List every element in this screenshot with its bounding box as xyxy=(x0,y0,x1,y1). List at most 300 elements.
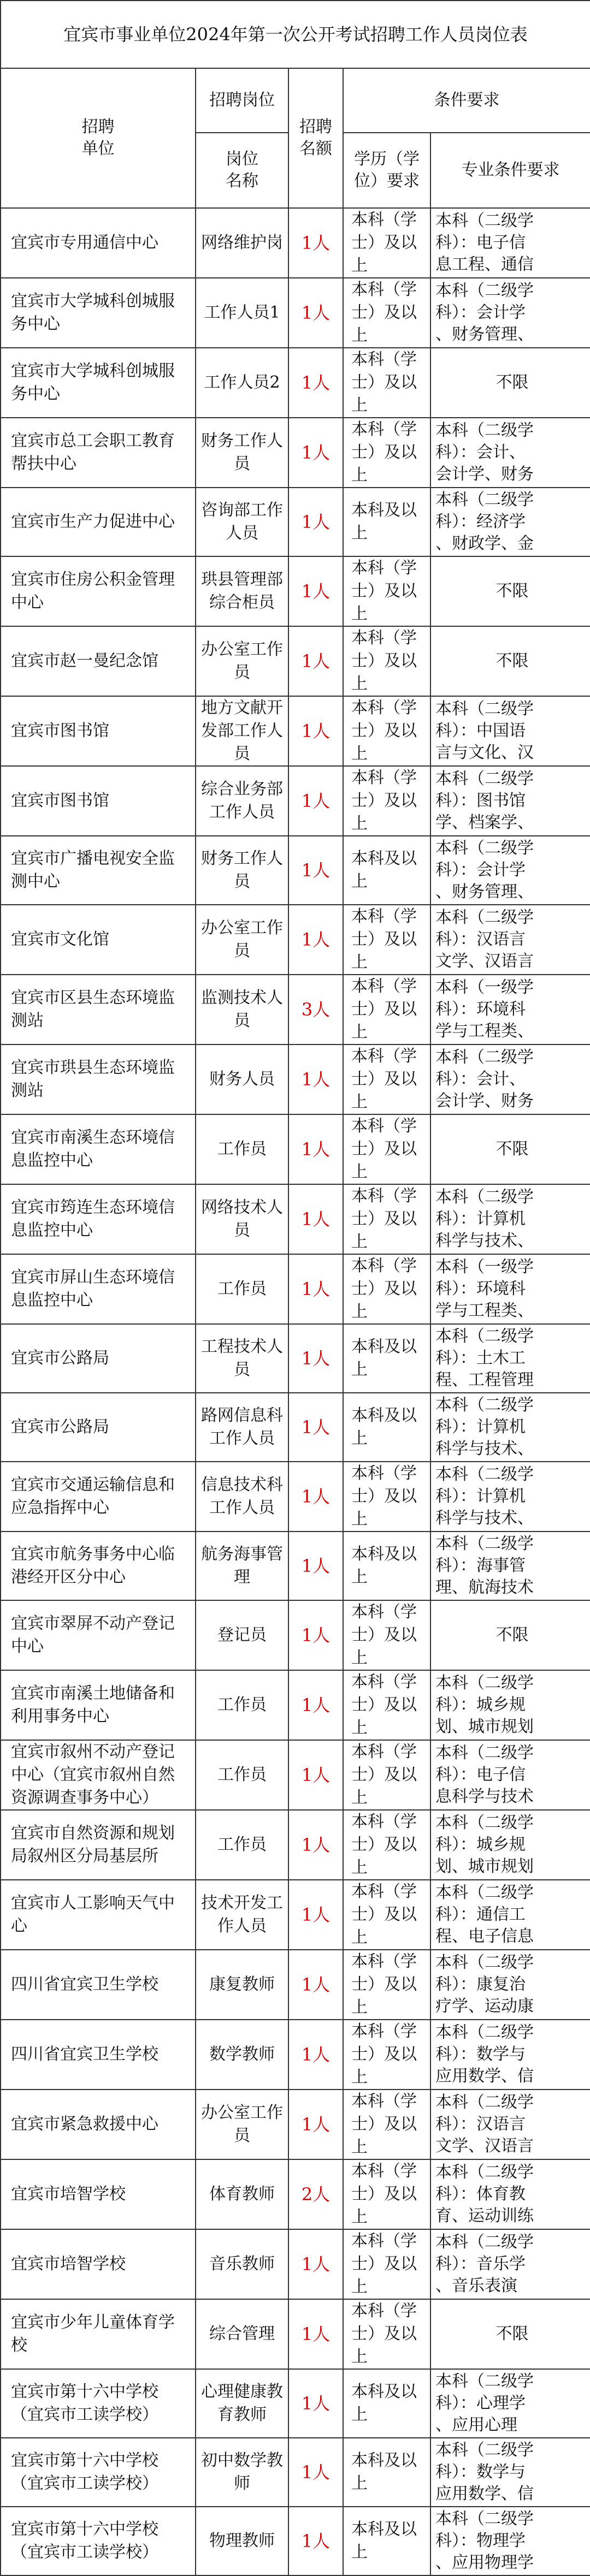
cell-unit-text: 宜宾市培智学校 xyxy=(11,2254,126,2274)
cell-quota xyxy=(288,208,343,278)
cell-quota xyxy=(288,975,343,1044)
cell-education xyxy=(343,1670,430,1740)
cell-position xyxy=(196,2090,288,2159)
table-row xyxy=(1,766,590,836)
cell-quota xyxy=(288,1254,343,1324)
cell-position-text: 技术开发工 作人员 xyxy=(201,1894,283,1936)
header-position-name xyxy=(196,133,288,208)
cell-position-text: 办公室工作 员 xyxy=(201,918,283,960)
cell-position xyxy=(196,696,288,766)
table-row xyxy=(1,2090,590,2159)
cell-unit xyxy=(1,1670,196,1740)
table-row xyxy=(1,2229,590,2299)
cell-position xyxy=(196,2020,288,2090)
cell-education-text: 本科及以上 xyxy=(351,2382,417,2424)
cell-major-text: 不限 xyxy=(495,581,529,601)
table-row xyxy=(1,2020,590,2090)
cell-education-text: 本科（学 士）及以上 xyxy=(351,2301,417,2366)
cell-education-text: 本科及以上 xyxy=(351,2451,417,2493)
cell-position-text: 工作员 xyxy=(217,1139,267,1159)
cell-position xyxy=(196,488,288,556)
cell-unit xyxy=(1,905,196,975)
cell-quota xyxy=(288,626,343,696)
cell-position xyxy=(196,278,288,348)
cell-education-text: 本科（学 士）及以上 xyxy=(351,1047,417,1112)
cell-major-text: 本科（二级学 科）：数学与 应用数学、信 xyxy=(435,2441,534,2503)
table-row xyxy=(1,2438,590,2507)
table-row xyxy=(1,2507,590,2575)
cell-education-text: 本科（学 士）及以上 xyxy=(351,2022,417,2087)
cell-education xyxy=(343,836,430,905)
cell-unit-text: 宜宾市大学城科创城服 务中心 xyxy=(11,292,175,334)
cell-unit xyxy=(1,836,196,905)
cell-quota xyxy=(288,2299,343,2369)
cell-position xyxy=(196,1880,288,1950)
cell-quota-text: 1人 xyxy=(301,1904,331,1925)
cell-education-text: 本科及以上 xyxy=(351,1337,417,1379)
cell-position-text: 登记员 xyxy=(217,1625,267,1645)
cell-unit-text: 宜宾市人工影响天气中 心 xyxy=(11,1894,175,1936)
cell-major-text: 本科（二级学 科）：汉语言 文学、汉语言 xyxy=(435,908,534,971)
cell-quota-text: 3人 xyxy=(301,999,331,1020)
cell-education xyxy=(343,488,430,556)
cell-quota xyxy=(288,2020,343,2090)
cell-education-text: 本科（学 士）及以上 xyxy=(351,1742,417,1807)
table-row xyxy=(1,1324,590,1393)
cell-unit xyxy=(1,2299,196,2369)
cell-position xyxy=(196,1950,288,2020)
cell-position-text: 工作员 xyxy=(217,1765,267,1784)
table-row xyxy=(1,1880,590,1950)
cell-education-text: 本科及以上 xyxy=(351,501,417,543)
cell-unit xyxy=(1,1810,196,1880)
cell-unit-text: 宜宾市第十六中学校 （宜宾市工读学校） xyxy=(11,2520,158,2562)
cell-unit xyxy=(1,2159,196,2229)
cell-unit-text: 宜宾市紧急救援中心 xyxy=(11,2115,158,2134)
cell-position-text: 体育教师 xyxy=(209,2185,275,2204)
cell-position-text: 工程技术人 员 xyxy=(201,1337,283,1379)
cell-quota-text: 1人 xyxy=(301,1348,331,1369)
cell-education xyxy=(343,208,430,278)
cell-major xyxy=(430,2507,590,2575)
cell-major xyxy=(430,2020,590,2090)
cell-unit-text: 宜宾市叙州不动产登记 中心（宜宾市叙州自然 资源调查事务中心） xyxy=(11,1742,175,1807)
cell-unit xyxy=(1,1462,196,1532)
table-row xyxy=(1,278,590,348)
cell-unit-text: 宜宾市筠连生态环境信 息监控中心 xyxy=(11,1198,175,1240)
cell-education-text: 本科（学 士）及以上 xyxy=(351,1882,417,1947)
table-row xyxy=(1,836,590,905)
cell-position-text: 网络技术人 员 xyxy=(201,1198,283,1240)
cell-position xyxy=(196,2438,288,2507)
cell-major xyxy=(430,2369,590,2438)
cell-position xyxy=(196,2507,288,2575)
cell-unit-text: 宜宾市文化馆 xyxy=(11,930,109,949)
cell-quota-text: 1人 xyxy=(301,2531,331,2551)
cell-education-text: 本科（学 士）及以上 xyxy=(351,1117,417,1182)
cell-education xyxy=(343,2369,430,2438)
header-education xyxy=(343,133,430,208)
cell-education-text: 本科（学 士）及以上 xyxy=(351,1256,417,1321)
cell-quota xyxy=(288,1880,343,1950)
cell-quota-text: 1人 xyxy=(301,1625,331,1646)
cell-unit-text: 宜宾市翠屏不动产登记 中心 xyxy=(11,1614,175,1656)
cell-position xyxy=(196,1740,288,1810)
cell-position-text: 咨询部工作 人员 xyxy=(201,501,283,543)
table-row xyxy=(1,1600,590,1670)
cell-quota xyxy=(288,1044,343,1114)
cell-education xyxy=(343,905,430,975)
cell-major-text: 本科（二级学 科）：会计、 会计学、财务 xyxy=(435,1048,534,1111)
cell-major xyxy=(430,766,590,836)
cell-quota xyxy=(288,2229,343,2299)
cell-position xyxy=(196,905,288,975)
cell-major-text: 本科（二级学 科）：计算机 科学与技术、 xyxy=(435,1188,534,1250)
cell-position-text: 信息技术科 工作人员 xyxy=(201,1475,283,1517)
cell-education xyxy=(343,418,430,488)
cell-position xyxy=(196,1600,288,1670)
cell-major xyxy=(430,418,590,488)
cell-quota xyxy=(288,418,343,488)
cell-education xyxy=(343,1393,430,1462)
cell-quota xyxy=(288,1393,343,1462)
cell-education xyxy=(343,2507,430,2575)
cell-education xyxy=(343,626,430,696)
cell-education-text: 本科（学 士）及以上 xyxy=(351,1464,417,1529)
cell-position xyxy=(196,2229,288,2299)
cell-unit-text: 宜宾市专用通信中心 xyxy=(11,233,158,252)
cell-education xyxy=(343,278,430,348)
cell-position-text: 工作员 xyxy=(217,1695,267,1714)
cell-unit xyxy=(1,1114,196,1184)
cell-unit-text: 宜宾市南溪生态环境信 息监控中心 xyxy=(11,1128,175,1170)
cell-position xyxy=(196,1324,288,1393)
cell-position xyxy=(196,208,288,278)
cell-education xyxy=(343,1254,430,1324)
cell-quota-text: 1人 xyxy=(301,1069,331,1090)
cell-education xyxy=(343,348,430,418)
cell-position-text: 初中数学教 师 xyxy=(201,2451,283,2493)
cell-position xyxy=(196,836,288,905)
cell-education-text: 本科（学 士）及以上 xyxy=(351,2231,417,2296)
cell-major xyxy=(430,1254,590,1324)
cell-quota-text: 1人 xyxy=(301,581,331,602)
cell-unit xyxy=(1,1184,196,1254)
cell-quota xyxy=(288,1810,343,1880)
cell-major-text: 不限 xyxy=(495,373,529,392)
cell-quota-text: 1人 xyxy=(301,1765,331,1785)
table-row xyxy=(1,1810,590,1880)
cell-education xyxy=(343,1600,430,1670)
cell-unit xyxy=(1,1254,196,1324)
table-row xyxy=(1,208,590,278)
table-row xyxy=(1,556,590,626)
table-row xyxy=(1,418,590,488)
cell-position-text: 工作人员2 xyxy=(204,373,280,392)
cell-education xyxy=(343,2090,430,2159)
cell-position-text: 工作人员1 xyxy=(204,303,280,322)
cell-education xyxy=(343,1324,430,1393)
cell-quota-text: 1人 xyxy=(301,721,331,741)
cell-unit xyxy=(1,1324,196,1393)
header-conditions: 条件要求 xyxy=(343,68,590,133)
cell-position xyxy=(196,1393,288,1462)
cell-position-text: 工作员 xyxy=(217,1279,267,1298)
cell-education xyxy=(343,1044,430,1114)
cell-major-text: 本科（二级学 科）：心理学 、应用心理 xyxy=(435,2372,534,2435)
cell-education xyxy=(343,1880,430,1950)
cell-position-text: 财务人员 xyxy=(209,1070,275,1089)
cell-unit xyxy=(1,1880,196,1950)
cell-major xyxy=(430,2299,590,2369)
cell-unit xyxy=(1,975,196,1044)
header-quota-label: 招聘 名额 xyxy=(299,117,332,158)
cell-education xyxy=(343,2438,430,2507)
cell-major-text: 本科（二级学 科）：会计、 会计学、财务 xyxy=(435,421,534,484)
header-quota xyxy=(288,68,343,208)
cell-quota-text: 1人 xyxy=(301,1417,331,1438)
cell-major-text: 本科（二级学 科）：体育教 育、运动训练 xyxy=(435,2163,534,2225)
cell-education-text: 本科（学 士）及以上 xyxy=(351,559,417,624)
cell-major xyxy=(430,975,590,1044)
cell-position xyxy=(196,1532,288,1600)
cell-major xyxy=(430,278,590,348)
cell-unit-text: 宜宾市住房公积金管理 中心 xyxy=(11,570,175,612)
table-row xyxy=(1,1670,590,1740)
cell-major-text: 本科（二级学 科）：康复治 疗学、运动康 xyxy=(435,1953,534,2016)
cell-major-text: 本科（一级学 科）：环境科 学与工程类、 xyxy=(435,978,534,1041)
cell-unit xyxy=(1,1532,196,1600)
cell-major xyxy=(430,1532,590,1600)
cell-unit-text: 宜宾市公路局 xyxy=(11,1349,109,1368)
cell-quota xyxy=(288,1950,343,2020)
cell-education-text: 本科（学 士）及以上 xyxy=(351,768,417,833)
cell-unit xyxy=(1,2229,196,2299)
cell-major-text: 本科（一级学 科）：环境科 学与工程类、 xyxy=(435,1257,534,1320)
cell-major xyxy=(430,2159,590,2229)
cell-major xyxy=(430,905,590,975)
cell-quota-text: 1人 xyxy=(301,2393,331,2414)
cell-unit xyxy=(1,766,196,836)
cell-major-text: 本科（二级学 科）：通信工 程、电子信息 xyxy=(435,1883,534,1946)
cell-quota-text: 1人 xyxy=(301,302,331,323)
cell-major-text: 不限 xyxy=(495,1625,529,1645)
cell-unit-text: 宜宾市广播电视安全监 测中心 xyxy=(11,849,175,891)
cell-quota-text: 1人 xyxy=(301,1139,331,1160)
cell-quota-text: 1人 xyxy=(301,651,331,672)
cell-major-text: 本科（二级学 科）：数学与 应用数学、信 xyxy=(435,2023,534,2086)
cell-unit xyxy=(1,2369,196,2438)
cell-major-text: 本科（二级学 科）：经济学 、财政学、金 xyxy=(435,490,534,553)
cell-quota xyxy=(288,766,343,836)
cell-major xyxy=(430,1462,590,1532)
cell-quota xyxy=(288,348,343,418)
cell-position-text: 路网信息科 工作人员 xyxy=(201,1406,283,1448)
header-position-group: 招聘岗位 xyxy=(196,68,288,133)
cell-major-text: 本科（二级学 科）：电子信 息科学与技术 xyxy=(435,1743,534,1806)
cell-unit-text: 宜宾市自然资源和规划 局叙州区分局基层所 xyxy=(11,1824,175,1866)
cell-quota xyxy=(288,1184,343,1254)
cell-position-text: 音乐教师 xyxy=(209,2254,275,2274)
cell-major-text: 本科（二级学 科）：计算机 科学与技术、 xyxy=(435,1465,534,1528)
cell-education-text: 本科（学 士）及以上 xyxy=(351,1812,417,1877)
cell-position xyxy=(196,1810,288,1880)
table-row xyxy=(1,696,590,766)
cell-quota xyxy=(288,1740,343,1810)
cell-education-text: 本科（学 士）及以上 xyxy=(351,1672,417,1737)
cell-position-text: 办公室工作 员 xyxy=(201,2103,283,2145)
cell-quota xyxy=(288,1600,343,1670)
cell-position-text: 珙县管理部 综合柜员 xyxy=(201,570,283,612)
cell-quota xyxy=(288,905,343,975)
header-unit-label: 招聘 单位 xyxy=(81,117,115,158)
cell-unit xyxy=(1,1600,196,1670)
cell-position xyxy=(196,2369,288,2438)
cell-quota-text: 1人 xyxy=(301,233,331,253)
cell-quota xyxy=(288,2159,343,2229)
cell-position xyxy=(196,975,288,1044)
cell-education xyxy=(343,2299,430,2369)
cell-position xyxy=(196,1044,288,1114)
cell-education xyxy=(343,2159,430,2229)
cell-unit xyxy=(1,1740,196,1810)
cell-major-text: 本科（二级学 科）：土木工 程、工程管理 xyxy=(435,1327,534,1390)
cell-education xyxy=(343,975,430,1044)
cell-unit xyxy=(1,1950,196,2020)
cell-unit-text: 宜宾市公路局 xyxy=(11,1417,109,1437)
table-row xyxy=(1,1462,590,1532)
cell-unit xyxy=(1,1393,196,1462)
cell-unit xyxy=(1,2020,196,2090)
cell-quota-text: 1人 xyxy=(301,2254,331,2275)
cell-quota xyxy=(288,1670,343,1740)
cell-position-text: 康复教师 xyxy=(209,1975,275,1994)
cell-education xyxy=(343,1114,430,1184)
cell-education-text: 本科及以上 xyxy=(351,1545,417,1587)
cell-major xyxy=(430,1670,590,1740)
cell-position xyxy=(196,1114,288,1184)
cell-position xyxy=(196,2159,288,2229)
table-row xyxy=(1,1393,590,1462)
cell-major-text: 本科（二级学 科）：会计学 、财务管理、 xyxy=(435,839,534,901)
cell-unit xyxy=(1,696,196,766)
cell-major-text: 不限 xyxy=(495,2324,529,2343)
cell-unit xyxy=(1,556,196,626)
cell-unit-text: 宜宾市区县生态环境监 测站 xyxy=(11,988,175,1030)
cell-unit xyxy=(1,2507,196,2575)
cell-quota xyxy=(288,1114,343,1184)
cell-major xyxy=(430,1393,590,1462)
table-row xyxy=(1,488,590,556)
cell-position xyxy=(196,766,288,836)
cell-unit-text: 宜宾市图书馆 xyxy=(11,721,109,740)
table-row xyxy=(1,1950,590,2020)
cell-quota-text: 1人 xyxy=(301,1279,331,1299)
cell-unit-text: 宜宾市屏山生态环境信 息监控中心 xyxy=(11,1268,175,1310)
cell-unit-text: 宜宾市赵一曼纪念馆 xyxy=(11,651,158,670)
cell-position xyxy=(196,2299,288,2369)
cell-major-text: 本科（二级学 科）：图书馆 学、档案学、 xyxy=(435,769,534,832)
header-position-name-label: 岗位 名称 xyxy=(226,150,258,191)
cell-major xyxy=(430,488,590,556)
table-row xyxy=(1,626,590,696)
cell-quota xyxy=(288,556,343,626)
cell-unit xyxy=(1,2438,196,2507)
cell-education-text: 本科（学 士）及以上 xyxy=(351,977,417,1042)
cell-major-text: 本科（二级学 科）：会计学 、财务管理、 xyxy=(435,281,534,344)
cell-education-text: 本科（学 士）及以上 xyxy=(351,1602,417,1667)
cell-unit-text: 四川省宜宾卫生学校 xyxy=(11,2045,158,2064)
cell-position-text: 财务工作人 员 xyxy=(201,849,283,891)
cell-quota-text: 1人 xyxy=(301,1835,331,1855)
cell-major xyxy=(430,556,590,626)
cell-quota-text: 1人 xyxy=(301,1695,331,1716)
cell-major-text: 本科（二级学 科）：物理学 、应用物理学 xyxy=(435,2509,534,2572)
cell-major xyxy=(430,836,590,905)
cell-position-text: 数学教师 xyxy=(209,2045,275,2064)
cell-major-text: 不限 xyxy=(495,651,529,670)
cell-major-text: 本科（二级学 科）：音乐学 、音乐表演 xyxy=(435,2233,534,2295)
cell-unit xyxy=(1,208,196,278)
cell-unit xyxy=(1,1044,196,1114)
cell-education-text: 本科（学 士）及以上 xyxy=(351,1952,417,2017)
table-title: 宜宾市事业单位2024年第一次公开考试招聘工作人员岗位表 xyxy=(1,1,590,68)
cell-quota-text: 1人 xyxy=(301,1209,331,1230)
cell-quota-text: 1人 xyxy=(301,1486,331,1507)
cell-position-text: 心理健康教 育教师 xyxy=(201,2382,283,2424)
cell-quota-text: 1人 xyxy=(301,2044,331,2065)
table-row xyxy=(1,1254,590,1324)
cell-position xyxy=(196,348,288,418)
cell-major xyxy=(430,2229,590,2299)
table-row xyxy=(1,348,590,418)
cell-major xyxy=(430,1950,590,2020)
cell-position xyxy=(196,1184,288,1254)
cell-unit xyxy=(1,2090,196,2159)
cell-position xyxy=(196,626,288,696)
cell-position-text: 综合管理 xyxy=(209,2324,275,2343)
cell-major-text: 本科（二级学 科）：计算机 科学与技术、 xyxy=(435,1396,534,1458)
cell-quota-text: 1人 xyxy=(301,860,331,881)
cell-quota xyxy=(288,696,343,766)
table-row xyxy=(1,1740,590,1810)
cell-position xyxy=(196,556,288,626)
cell-position-text: 财务工作人 员 xyxy=(201,431,283,473)
cell-quota-text: 1人 xyxy=(301,2462,331,2483)
cell-quota xyxy=(288,836,343,905)
cell-quota-text: 1人 xyxy=(301,929,331,950)
cell-education xyxy=(343,2020,430,2090)
cell-quota-text: 1人 xyxy=(301,1556,331,1576)
cell-quota-text: 1人 xyxy=(301,442,331,463)
cell-major xyxy=(430,696,590,766)
cell-education-text: 本科（学 士）及以上 xyxy=(351,2092,417,2157)
cell-position-text: 物理教师 xyxy=(209,2531,275,2550)
cell-quota-text: 1人 xyxy=(301,2324,331,2344)
cell-major-text: 不限 xyxy=(495,1139,529,1159)
cell-position-text: 办公室工作 员 xyxy=(201,640,283,682)
cell-quota xyxy=(288,2090,343,2159)
cell-education-text: 本科及以上 xyxy=(351,1406,417,1448)
cell-education xyxy=(343,1184,430,1254)
cell-major xyxy=(430,208,590,278)
cell-position-text: 监测技术人 员 xyxy=(201,988,283,1030)
cell-unit xyxy=(1,278,196,348)
cell-major-text: 本科（二级学 科）：城乡规 划、城市规划 xyxy=(435,1673,534,1736)
cell-quota xyxy=(288,2507,343,2575)
cell-quota-text: 1人 xyxy=(301,2114,331,2135)
table-row xyxy=(1,2369,590,2438)
